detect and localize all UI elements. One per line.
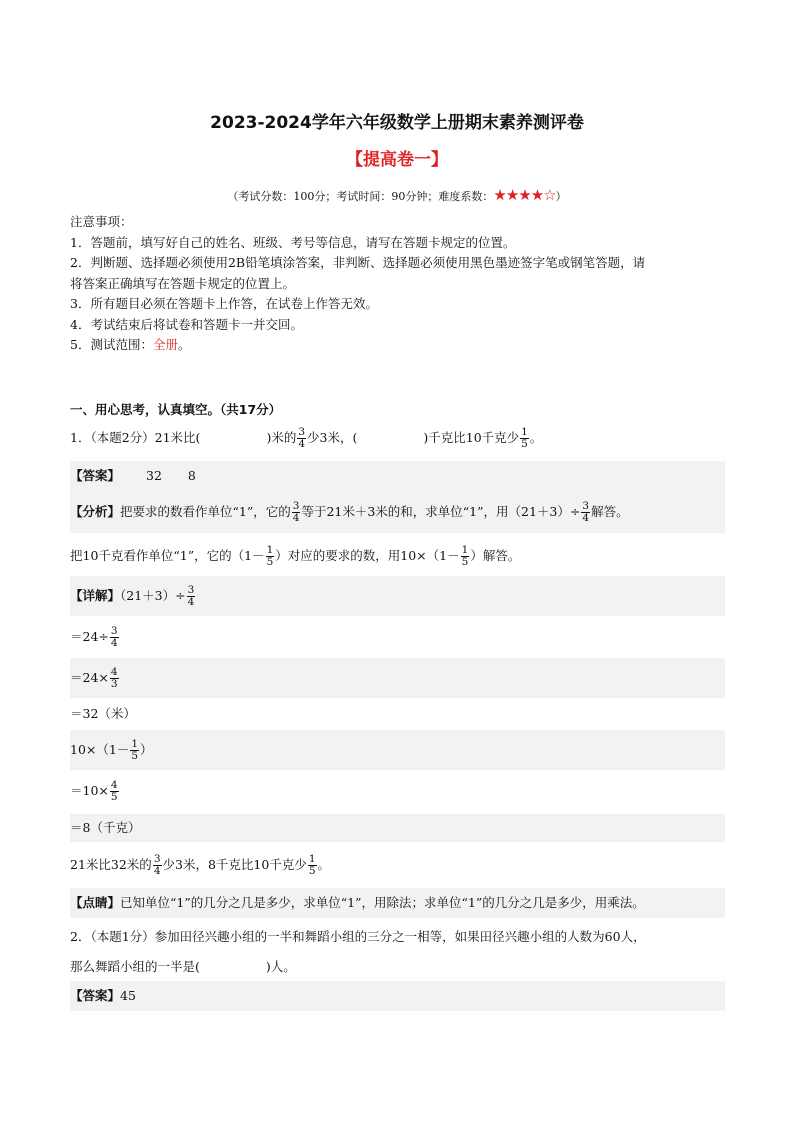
notes-item: 3．所有题目必须在答题卡上作答，在试卷上作答无效。 <box>70 296 378 311</box>
fraction: $\frac{4}{5}$ <box>110 779 118 803</box>
notes-item: 将答案正确填写在答题卡规定的位置上。 <box>70 275 296 291</box>
notes-item: 4．考试结束后将试卷和答题卡一并交回。 <box>70 316 303 332</box>
answer-row: 【答案】45 <box>70 981 725 1011</box>
star-empty-icon: ☆ <box>543 186 556 204</box>
meta-suffix: ） <box>555 190 567 203</box>
fraction: $\frac{1}{5}$ <box>131 738 139 762</box>
exam-meta <box>0 186 794 204</box>
answer-value: 32 <box>146 468 162 483</box>
detail-row: 10×（1－ $\frac{1}{5}$ ） <box>70 730 725 770</box>
notes-item: 1．答题前，填写好自己的姓名、班级、考号等信息，请写在答题卡规定的位置。 <box>70 234 516 250</box>
fraction: $\frac{3}{4}$ <box>298 426 306 450</box>
fraction: $\frac{3}{4}$ <box>582 500 590 524</box>
fraction: $\frac{3}{4}$ <box>110 625 118 649</box>
star-filled-icon: ★★★★ <box>493 186 544 204</box>
fraction: $\frac{4}{3}$ <box>110 666 118 690</box>
question-2: 2．（本题1分）参加田径兴趣小组的一半和舞蹈小组的三分之一相等，如果田径兴趣小组的人数为60人， <box>70 929 646 944</box>
fraction: $\frac{1}{5}$ <box>308 853 316 877</box>
page-title: 2023-2024学年六年级数学上册期末素养测评卷 <box>210 113 584 133</box>
fraction: $\frac{3}{4}$ <box>292 500 300 524</box>
notes-heading: 注意事项： <box>70 214 133 229</box>
fraction: $\frac{1}{5}$ <box>461 544 469 568</box>
detail-row: ＝24÷ $\frac{3}{4}$ <box>70 625 118 649</box>
question-1: 1．（本题2分）21米比( )米的 $\frac{3}{4}$ 少3米，( )千克比10千克少 $\frac{1}{5}$ 。 <box>70 426 543 450</box>
fraction: $\frac{1}{5}$ <box>266 544 274 568</box>
fraction: $\frac{1}{5}$ <box>521 426 528 450</box>
meta-prefix: （考试分数：100分；考试时间：90分钟；难度系数： <box>227 190 494 203</box>
answer-row: 【答案】 32 8 <box>70 461 725 491</box>
fraction: $\frac{3}{4}$ <box>153 853 161 877</box>
answer-value: 8 <box>187 468 196 483</box>
exam-notes <box>70 212 730 356</box>
section-title: 一、用心思考，认真填空。（共17分） <box>70 402 282 417</box>
page-subtitle: 【提高卷一】 <box>346 150 448 170</box>
detail-row: ＝32（米） <box>70 706 136 721</box>
analysis-row: 【分析】把要求的数看作单位“1”，它的 $\frac{3}{4}$ 等于21米＋3米的和，求单位“1”，用（21＋3）÷ $\frac{3}{4}$ 解答。 <box>70 491 725 533</box>
question-2-cont: 那么舞蹈小组的一半是( )人。 <box>70 959 296 974</box>
comment-row: 【点睛】已知单位“1”的几分之几是多少，求单位“1”，用除法；求单位“1”的几分之几是多少，用乘法。 <box>70 888 725 918</box>
detail-row: ＝24× $\frac{4}{3}$ <box>70 658 725 698</box>
detail-row: ＝8（千克） <box>70 814 725 842</box>
analysis-row: 把10千克看作单位“1”，它的（1－ $\frac{1}{5}$ ）对应的要求的数，用10×（1－ $\frac{1}{5}$ ）解答。 <box>70 544 521 568</box>
answer-value: 45 <box>120 988 136 1003</box>
test-scope: 全册 <box>152 337 178 352</box>
notes-item: 2．判断题、选择题必须使用2B铅笔填涂答案，非判断、选择题必须使用黑色墨迹签字笔或钢笔答题，请 <box>70 255 646 270</box>
detail-row: ＝10× $\frac{4}{5}$ <box>70 779 118 803</box>
conclusion-row: 21米比32米的 $\frac{3}{4}$ 少3米，8千克比10千克少 $\frac{1}{5}$ 。 <box>70 853 331 877</box>
detail-row: 【详解】（21＋3）÷ $\frac{3}{4}$ <box>70 576 725 616</box>
difficulty-stars <box>493 186 555 204</box>
notes-item: 5．测试范围：全册。 <box>70 337 191 352</box>
fraction: $\frac{3}{4}$ <box>187 584 195 608</box>
